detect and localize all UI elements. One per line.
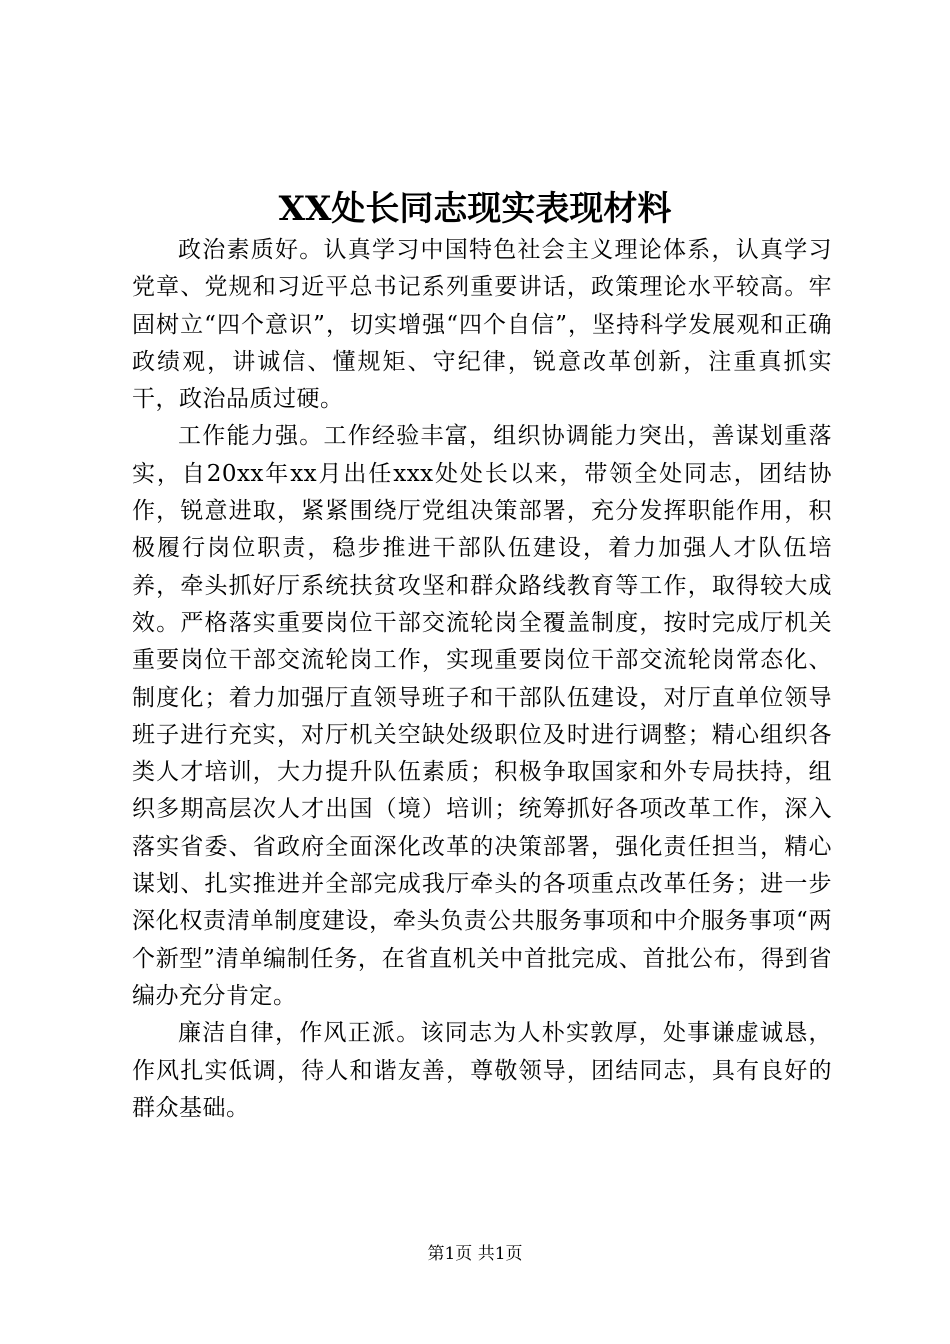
paragraph-political-quality: 政治素质好。认真学习中国特色社会主义理论体系，认真学习党章、党规和习近平总书记系列重要讲话，政策理论水平较高。牢固树立“四个意识”，切实增强“四个自信”，坚持科学发展观和正确政绩观，讲诚信、懂规矩、守纪律，锐意改革创新，注重真抓实干，政治品质过硬。 [132, 237, 832, 413]
document-body [132, 232, 832, 1127]
paragraph-work-ability: 工作能力强。工作经验丰富，组织协调能力突出，善谋划重落实，自20xx年xx月出任xxx处处长以来，带领全处同志，团结协作，锐意进取，紧紧围绕厅党组决策部署，充分发挥职能作用，积极履行岗位职责，稳步推进干部队伍建设，着力加强人才队伍培养，牵头抓好厅系统扶贫攻坚和群众路线教育等工作，取得较大成效。严格落实重要岗位干部交流轮岗全覆盖制度，按时完成厅机关重要岗位干部交流轮岗工作，实现重要岗位干部交流轮岗常态化、制度化；着力加强厅直领导班子和干部队伍建设，对厅直单位领导班子进行充实，对厅机关空缺处级职位及时进行调整；精心组织各类人才培训，大力提升队伍素质；积极争取国家和外专局扶持，组织多期高层次人才出国（境）培训；统筹抓好各项改革工作，深入落实省委、省政府全面深化改革的决策部署，强化责任担当，精心谋划、扎实推进并全部完成我厅牵头的各项重点改革任务；进一步深化权责清单制度建设，牵头负责公共服务事项和中介服务事项“两个新型”清单编制任务，在省直机关中首批完成、首批公布，得到省编办充分肯定。 [132, 423, 832, 1009]
document-title: XX处长同志现实表现材料 [278, 189, 672, 229]
paragraph-integrity: 廉洁自律，作风正派。该同志为人朴实敦厚，处事谦虚诚恳，作风扎实低调，待人和谐友善，尊敬领导，团结同志，具有良好的群众基础。 [132, 1020, 832, 1121]
page-footer: 第1页 共1页 [427, 1244, 523, 1264]
